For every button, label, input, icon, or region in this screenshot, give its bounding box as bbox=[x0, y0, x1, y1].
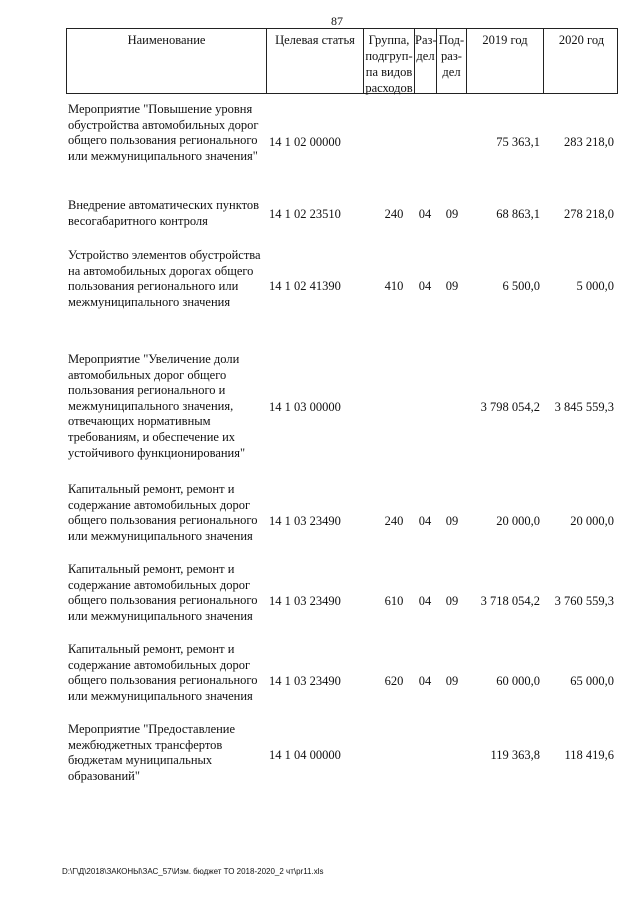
row-value-2019: 6 500,0 bbox=[502, 279, 540, 293]
row-name: Мероприятие "Повышение уровня обустройства автомобильных дорог общего пользования регионального или межмуниципального значения" bbox=[68, 102, 259, 163]
row-section: 04 bbox=[418, 207, 432, 221]
table-row bbox=[66, 482, 618, 562]
row-value-2019: 20 000,0 bbox=[496, 514, 540, 528]
header-group bbox=[364, 29, 415, 93]
header-section-line: дел bbox=[416, 49, 435, 63]
row-section: 04 bbox=[418, 279, 432, 293]
table-row bbox=[66, 722, 618, 786]
header-year-2020: 2020 год bbox=[558, 33, 605, 47]
file-path-footer: D:\Г\Д\2018\ЗАКОНЫ\ЗАС_57\Изм. бюджет ТО 2018-2020_2 чт\pr11.xls bbox=[62, 867, 324, 876]
row-target-code: 14 1 03 00000 bbox=[269, 400, 341, 414]
table-row bbox=[66, 642, 618, 722]
header-subsection-line: дел bbox=[442, 65, 461, 79]
row-group: 620 bbox=[384, 674, 404, 688]
row-target-code: 14 1 03 23490 bbox=[269, 594, 341, 608]
row-value-2020: 278 218,0 bbox=[564, 207, 614, 221]
row-name: Устройство элементов обустройства на автомобильных дорогах общего пользования регионального или межмуниципального значения bbox=[68, 248, 261, 309]
row-target-code: 14 1 03 23490 bbox=[269, 674, 341, 688]
row-value-2020: 3 845 559,3 bbox=[554, 400, 614, 414]
row-value-2020: 118 419,6 bbox=[564, 748, 614, 762]
table-row bbox=[66, 102, 618, 182]
row-name: Капитальный ремонт, ремонт и содержание автомобильных дорог общего пользования регионального или межмуниципального значения bbox=[68, 562, 258, 623]
table-row bbox=[66, 352, 618, 464]
row-value-2019: 3 798 054,2 bbox=[480, 400, 540, 414]
table-row bbox=[66, 198, 618, 232]
header-group-line: расходов bbox=[365, 81, 413, 95]
row-value-2020: 65 000,0 bbox=[570, 674, 614, 688]
row-name: Мероприятие "Увеличение доли автомобильных дорог общего пользования регионального и межмуниципального значения, отвечающих нормативным требованиям, и обеспечение их устойчивого функционирования" bbox=[68, 352, 246, 460]
row-target-code: 14 1 03 23490 bbox=[269, 514, 341, 528]
header-name: Наименование bbox=[67, 29, 267, 93]
header-group-line: подгруп- bbox=[365, 49, 413, 63]
row-subsection: 09 bbox=[445, 594, 459, 608]
row-subsection: 09 bbox=[445, 514, 459, 528]
row-target-code: 14 1 02 23510 bbox=[269, 207, 341, 221]
row-name: Мероприятие "Предоставление межбюджетных трансфертов бюджетам муниципальных образований" bbox=[68, 722, 236, 783]
row-group: 410 bbox=[384, 279, 404, 293]
row-target-code: 14 1 04 00000 bbox=[269, 748, 341, 762]
row-value-2019: 75 363,1 bbox=[496, 135, 540, 149]
row-target-code: 14 1 02 41390 bbox=[269, 279, 341, 293]
row-value-2020: 20 000,0 bbox=[570, 514, 614, 528]
row-value-2019: 3 718 054,2 bbox=[480, 594, 540, 608]
header-group-line: па видов bbox=[365, 65, 413, 79]
row-value-2020: 3 760 559,3 bbox=[554, 594, 614, 608]
header-target-article: Целевая статья bbox=[267, 29, 364, 93]
row-name: Капитальный ремонт, ремонт и содержание автомобильных дорог общего пользования регионального или межмуниципального значения bbox=[68, 642, 258, 703]
header-subsection bbox=[437, 29, 467, 93]
header-subsection-line: раз- bbox=[441, 49, 462, 63]
row-name: Внедрение автоматических пунктов весогабаритного контроля bbox=[68, 198, 260, 228]
row-section: 04 bbox=[418, 514, 432, 528]
header-section bbox=[415, 29, 437, 93]
row-value-2019: 68 863,1 bbox=[496, 207, 540, 221]
header-section-line: Раз- bbox=[415, 33, 437, 47]
table-header bbox=[66, 28, 618, 94]
table-row bbox=[66, 248, 618, 328]
header-year-2019: 2019 год bbox=[467, 29, 544, 93]
row-value-2020: 5 000,0 bbox=[576, 279, 614, 293]
header-subsection-line: Под- bbox=[438, 33, 465, 47]
row-group: 610 bbox=[384, 594, 404, 608]
row-group: 240 bbox=[384, 207, 404, 221]
row-value-2019: 119 363,8 bbox=[490, 748, 540, 762]
row-group: 240 bbox=[384, 514, 404, 528]
row-subsection: 09 bbox=[445, 207, 459, 221]
row-name: Капитальный ремонт, ремонт и содержание автомобильных дорог общего пользования регионального или межмуниципального значения bbox=[68, 482, 258, 543]
row-section: 04 bbox=[418, 594, 432, 608]
row-subsection: 09 bbox=[445, 279, 459, 293]
row-subsection: 09 bbox=[445, 674, 459, 688]
table-row bbox=[66, 562, 618, 642]
header-group-line: Группа, bbox=[368, 33, 410, 47]
page-number: 87 bbox=[331, 14, 343, 28]
row-value-2019: 60 000,0 bbox=[496, 674, 540, 688]
row-target-code: 14 1 02 00000 bbox=[269, 135, 341, 149]
row-value-2020: 283 218,0 bbox=[564, 135, 614, 149]
row-section: 04 bbox=[418, 674, 432, 688]
